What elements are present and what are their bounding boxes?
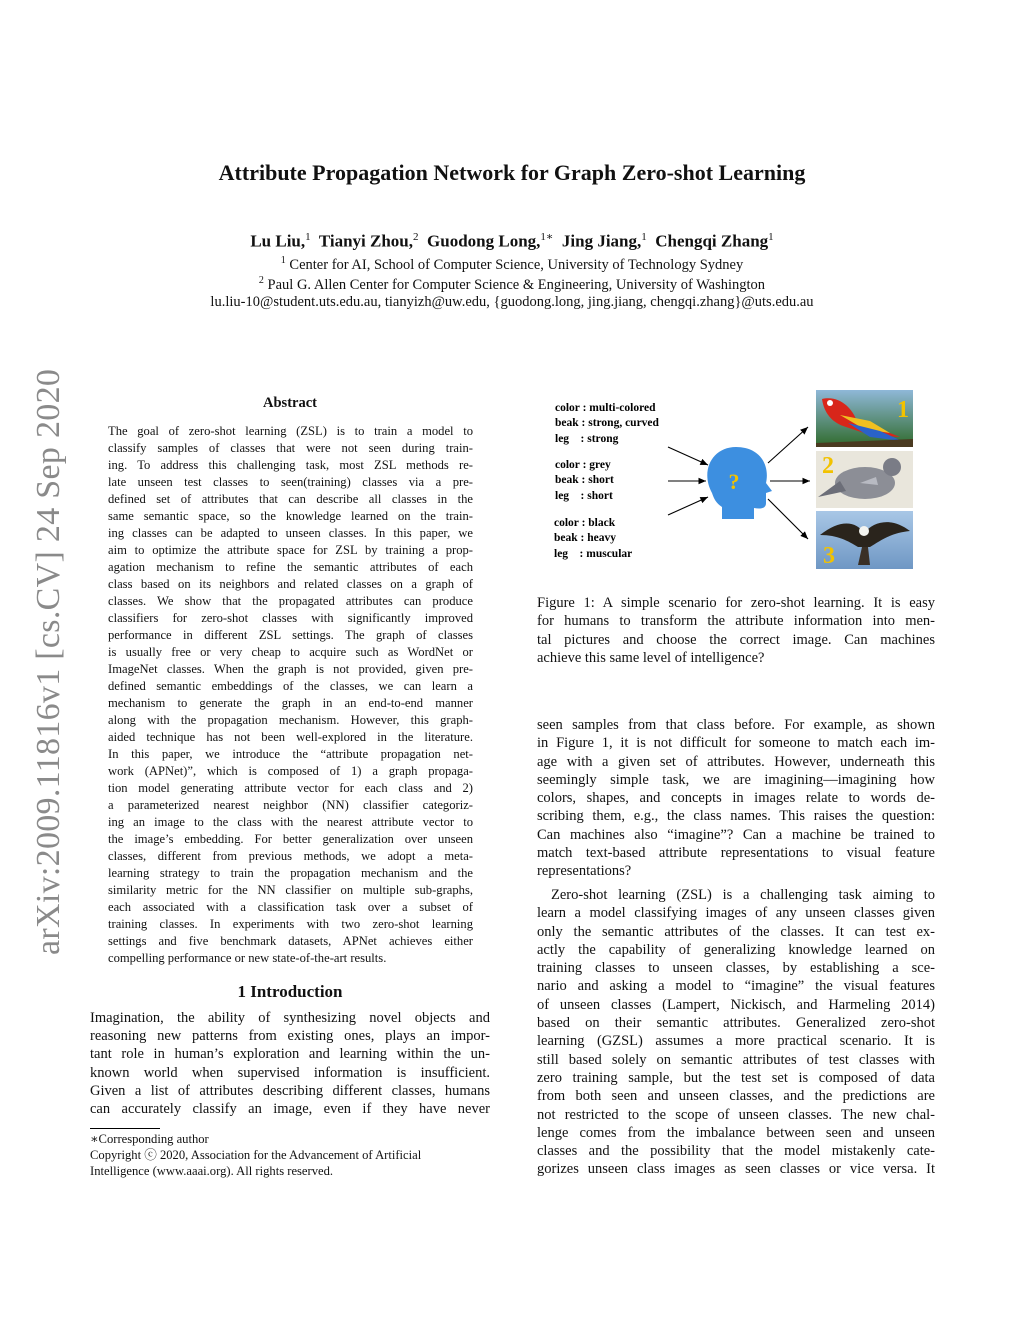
abstract-line: same semantic space, so the knowledge learned on the train- [108, 509, 473, 523]
abstract-line: classes. We show that the propagated attributes can produce [108, 594, 473, 608]
question-mark: ? [728, 469, 740, 494]
body-line: in Figure 1, it is not difficult for someone to match each im- [537, 735, 935, 752]
abstract-line: mechanism to generate the graph in an end-to-end manner [108, 696, 473, 710]
affiliation-mark: 2 [258, 275, 264, 286]
abstract-line: defined semantic embeddings of the classes, we can learn a [108, 679, 473, 693]
body-line: seemingly simple task, we are imagining—imagining how [537, 771, 935, 788]
body-line: learn a model classifying images of any unseen classes given [537, 905, 935, 922]
attribute-group-2 [555, 459, 614, 502]
abstract-line: compelling performance or new state-of-the-art results. [108, 951, 387, 965]
body-line: training classes to unseen classes, by establishing a sce- [537, 960, 935, 977]
author-name: Jing Jiang, [561, 231, 642, 251]
arrow-out [768, 499, 808, 539]
abstract-line: a parameterized nearest neighbor (NN) classifier categoriz- [108, 798, 473, 812]
body-line: from both seen and unseen classes, and the predictions are [537, 1088, 935, 1105]
footnote-line: Copyright ⓒ 2020, Association for the Advancement of Artificial [90, 1148, 422, 1162]
abstract-line: the image’s embedding. For better generalization over unseen [108, 832, 473, 846]
macaw-image [816, 390, 913, 447]
image-number: 3 [823, 543, 835, 569]
body-line: only the semantic attributes of the classes. It can test ex- [537, 923, 935, 940]
abstract-heading: Abstract [263, 395, 317, 411]
abstract-line: ImageNet classes. When the graph is not provided, given pre- [108, 662, 473, 676]
attribute-label: leg : short [555, 490, 613, 502]
human-head-icon [707, 447, 772, 519]
body-line: seen samples from that class before. For example, as shown [537, 717, 935, 733]
intro-paragraph-2 [537, 886, 935, 1179]
attribute-label: color : grey [555, 459, 611, 471]
figure-1-caption [537, 594, 935, 667]
arxiv-identifier: arXiv:2009.11816v1 [cs.CV] 24 Sep 2020 [30, 368, 67, 955]
introduction-line: tant role in human’s exploration and learning within the un- [90, 1046, 490, 1063]
abstract-line: defined set of attributes that can describe all classes in the [108, 492, 473, 506]
introduction-line: can accurately classify an image, even if they have never [90, 1101, 490, 1118]
body-line: colors, shapes, and concepts in images relate to words de- [537, 790, 935, 807]
image-number: 1 [897, 397, 909, 423]
paper-title: Attribute Propagation Network for Graph Zero-shot Learning [218, 160, 806, 185]
abstract-line: training classes. In experiments with two zero-shot learning [108, 917, 473, 931]
abstract-line: each associated with a classification task over a subset of [108, 900, 473, 914]
abstract-line: similarity metric for the NN classifier on multiple sub-graphs, [108, 883, 473, 897]
footnote-line: ∗Corresponding author [90, 1132, 209, 1146]
body-line: Zero-shot learning (ZSL) is a challenging task aiming to [551, 887, 935, 903]
attribute-label: leg : strong [555, 433, 619, 445]
abstract-line: ing classes can be adapted to unseen classes. In this paper, we [108, 526, 473, 540]
attribute-group-1 [555, 402, 660, 445]
footnotes [90, 1131, 490, 1179]
attribute-label: beak : strong, curved [555, 417, 659, 429]
caption-line: Figure 1: A simple scenario for zero-shot learning. It is easy [537, 595, 935, 611]
abstract-line: classes, different from previous methods, we adopt a meta- [108, 849, 473, 863]
author-mark: 1 [305, 231, 311, 243]
arrow-in [668, 497, 708, 515]
abstract-line: work (APNet)”, which is composed of 1) a graph propaga- [108, 764, 473, 778]
abstract-line: classify samples of classes that were not seen during train- [108, 441, 473, 455]
body-line: actly the capability of generalizing knowledge learned on [537, 941, 935, 958]
figure-1 [540, 385, 940, 590]
abstract-line: ing. To address this challenging task, most ZSL methods re- [108, 458, 473, 472]
attribute-label: beak : short [555, 474, 614, 486]
attribute-label: leg : muscular [554, 548, 633, 560]
abstract-line: tion model generating attribute vector for each class and 2) [108, 781, 473, 795]
abstract-line: along with the propagation mechanism. However, this graph- [108, 713, 473, 727]
author-emails: lu.liu-10@student.uts.edu.au, tianyizh@uw.edu, {guodong.long, jing.jiang, chengqi.zhang}@uts.edu.au [210, 294, 814, 310]
affiliation-1 [0, 255, 1024, 274]
author-mark: 1∗ [540, 231, 554, 243]
abstract-line: class based on its neighbors and related classes on a graph of [108, 577, 473, 591]
body-line: still based solely on semantic attributes of test classes with [537, 1051, 935, 1068]
abstract-line: The goal of zero-shot learning (ZSL) is to train a model to [108, 424, 473, 438]
arrow-out [768, 427, 808, 463]
caption-line: for humans to transform the attribute information into men- [537, 613, 935, 630]
affiliation-text: Center for AI, School of Computer Science, University of Technology Sydney [289, 256, 744, 273]
body-line: representations? [537, 863, 632, 880]
arrow-in [668, 447, 708, 465]
abstract-line: learning strategy to train the propagation mechanism and the [108, 866, 473, 880]
author-name: Guodong Long, [427, 231, 541, 251]
body-line: based on their semantic attributes. Generalized zero-shot [537, 1015, 935, 1032]
footnote-line: Intelligence (www.aaai.org). All rights reserved. [90, 1164, 334, 1178]
caption-line: achieve this same level of intelligence? [537, 649, 765, 666]
attribute-label: color : multi-colored [555, 402, 656, 414]
author-name: Tianyi Zhou, [318, 231, 414, 251]
introduction-line: Given a list of attributes describing different classes, humans [90, 1082, 490, 1099]
abstract-line: agation mechanism to refine the semantic attributes of each [108, 560, 473, 574]
body-line: learning (GZSL) assumes a more practical scenario. It is [537, 1033, 935, 1050]
body-line: lenge comes from the imbalance between seen and unseen [537, 1124, 935, 1141]
affiliation-mark: 1 [280, 255, 286, 266]
introduction-line: reasoning new patterns from existing ones, plays an impor- [90, 1028, 490, 1045]
attribute-label: color : black [554, 517, 616, 529]
introduction-line: Imagination, the ability of synthesizing novel objects and [90, 1010, 490, 1026]
image-number: 2 [822, 453, 834, 479]
abstract-line: settings and five benchmark datasets, APNet achieves either [108, 934, 473, 948]
attribute-label: beak : heavy [554, 532, 616, 544]
author-mark: 1 [641, 231, 647, 243]
pigeon-image [816, 451, 913, 508]
footnote-rule [90, 1128, 160, 1129]
abstract-line: performance in different ZSL settings. The graph of classes [108, 628, 473, 642]
abstract-line: is usually free or very cheap to acquire such as WordNet or [108, 645, 473, 659]
body-line: match text-based attribute representations to visual feature [537, 845, 935, 862]
attribute-group-3 [554, 517, 632, 560]
body-line: classes and the possibility that the model mistakenly cate- [537, 1143, 935, 1160]
introduction-body [90, 1009, 490, 1118]
body-line: nario and asking a model to “imagine” the visual features [537, 978, 935, 995]
body-line: scribing them, e.g., the class names. This raises the question: [537, 808, 935, 825]
author-mark: 2 [413, 231, 419, 243]
abstract-line: aided technique has not been well-explored in the literature. [108, 730, 473, 744]
body-line: age with a given set of attributes. However, underneath this [537, 753, 935, 770]
abstract-line: In this paper, we introduce the “attribute propagation net- [108, 747, 473, 761]
introduction-line: known world when supervised information is insufficient. [90, 1064, 490, 1081]
eagle-image [816, 511, 913, 569]
affiliation-text: Paul G. Allen Center for Computer Science & Engineering, University of Washington [267, 276, 766, 293]
abstract-line: aim to optimize the attribute space for ZSL by training a prop- [108, 543, 473, 557]
body-line: zero training sample, but the test set is composed of data [537, 1069, 935, 1086]
author-list [0, 230, 1024, 252]
author-name: Lu Liu, [250, 231, 306, 251]
body-line: gorizes unseen class images as seen classes or vice versa. It [537, 1161, 935, 1178]
body-line: not restricted to the scope of unseen classes. The new chal- [537, 1106, 935, 1123]
abstract-line: ing an image to the class with the nearest attribute vector to [108, 815, 473, 829]
abstract-line: classifiers for zero-shot classes with significantly improved [108, 611, 473, 625]
caption-line: tal pictures and choose the correct image. Can machines [537, 631, 935, 648]
abstract-body [108, 423, 473, 967]
author-name: Chengqi Zhang [655, 231, 769, 251]
body-line: Can machines also “imagine”? Can a machine be trained to [537, 826, 935, 843]
intro-paragraph-1 [537, 716, 935, 881]
author-mark: 1 [768, 231, 774, 243]
body-line: of unseen classes (Lampert, Nickisch, and Harmeling 2014) [537, 996, 935, 1013]
affiliation-2 [0, 275, 1024, 294]
section-heading-introduction: 1 Introduction [237, 982, 343, 1001]
abstract-line: late unseen test classes to seen(training) classes via a pre- [108, 475, 473, 489]
